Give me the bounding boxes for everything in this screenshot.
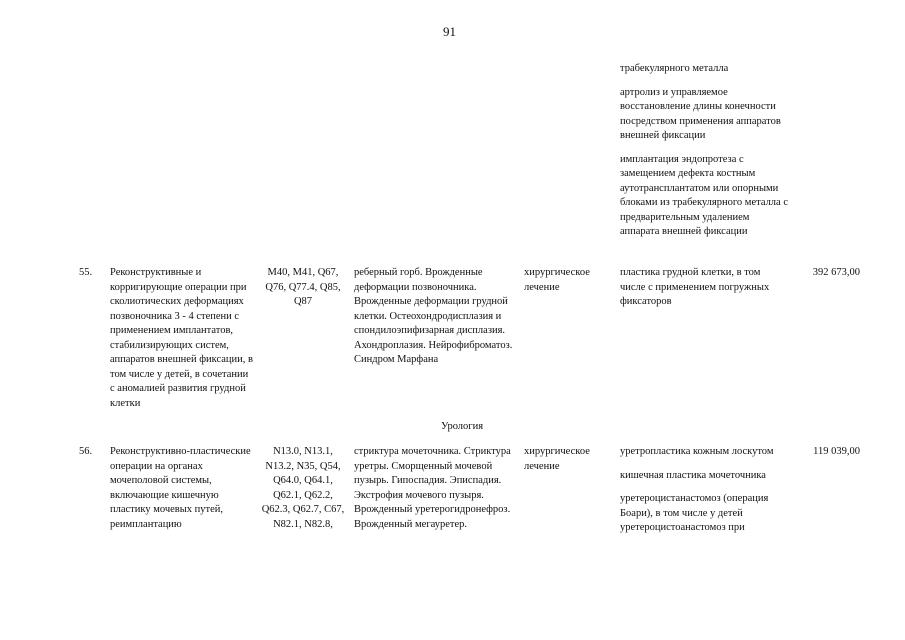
row-model: реберный горб. Врожденные деформации позвоночника. Врожденные деформации грудной клетки. Остеохондродисплазия и спондилоэпифизарная дисплазия. Ахондроплазия. Нейрофиброматоз. Синдром Марфана <box>354 267 513 365</box>
page-number: 91 <box>443 24 456 39</box>
row-method: пластика грудной клетки, в том числе с применением погружных фиксаторов <box>620 267 770 307</box>
row-treatment: хирургическое лечение <box>524 446 590 472</box>
row-name: Реконструктивно-пластические операции на органах мочеполовой системы, включающие кишечную пластику мочевых путей, реимплантацию <box>110 446 251 530</box>
row-cost: 119 039,00 <box>813 446 860 457</box>
continuation-method: имплантация эндопротеза с замещением дефекта костным аутотрансплантатом или опорными блоками из трабекулярного металла с предварительным удалением аппарата внешней фиксации <box>620 153 788 237</box>
row-treatment: хирургическое лечение <box>524 267 590 293</box>
row-method: уретропластика кожным лоскутом <box>620 446 774 457</box>
row-number: 55. <box>79 267 93 278</box>
row-method: уретероцистанастомоз (операция Боари), в том числе у детей уретероцистоанастомоз при <box>620 493 769 533</box>
continuation-method: артролиз и управляемое восстановление длины конечности посредством применения аппаратов внешней фиксации <box>620 86 781 141</box>
row-method: кишечная пластика мочеточника <box>620 469 766 481</box>
row-cost: 392 673,00 <box>812 267 860 278</box>
row-name: Реконструктивные и корригирующие операции при сколиотических деформациях позвоночника 3 - 4 степени с применением имплантатов, стабилизирующих систем, аппаратов внешней фиксации, в том числе у детей, в сочетании с аномалией развития грудной клетки <box>110 267 253 409</box>
continuation-method: трабекулярного металла <box>620 63 729 74</box>
section-heading: Урология <box>440 421 484 432</box>
row-number: 56. <box>79 446 93 457</box>
row-model: стриктура мочеточника. Стриктура уретры. Сморщенный мочевой пузырь. Гипоспадия. Эписпадия. Экстрофия мочевого пузыря. Врожденный уретерогидронефроз. Врожденный мегауретер. <box>354 446 511 530</box>
row-codes: M40, M41, Q67, Q76, Q77.4, Q85, Q87 <box>265 267 341 307</box>
row-codes: N13.0, N13.1, N13.2, N35, Q54, Q64.0, Q64.1, Q62.1, Q62.2, Q62.3, Q62.7, C67, N82.1, N82.8, <box>261 446 345 530</box>
row-methods <box>620 266 780 319</box>
continuation-methods <box>620 62 790 249</box>
row-methods <box>620 445 790 545</box>
